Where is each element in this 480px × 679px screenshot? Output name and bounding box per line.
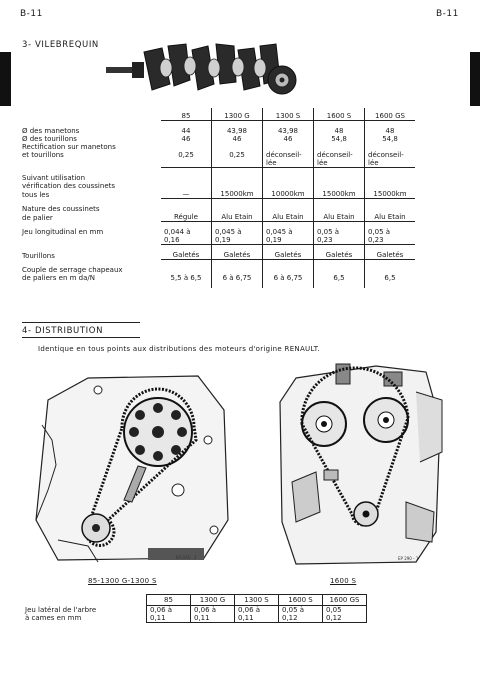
figure-caption-right: 1600 S <box>330 577 357 585</box>
thumb-tab-right <box>470 52 480 106</box>
table-row: Tourillons Galetés Galetés Galetés Galetés Galetés <box>22 251 415 260</box>
spec-header-row <box>22 108 415 121</box>
distribution-intro: Identique en tous points aux distributions des moteurs d'origine RENAULT. <box>38 345 320 353</box>
table-row: de palier Régule Alu Etain Alu Etain Alu Etain Alu Etain <box>22 213 415 222</box>
section-underline <box>22 337 140 338</box>
table-row: et tourillons 0,25 0,25 déconseil- déconseil- déconseil- <box>22 151 415 159</box>
crankshaft-spec-table <box>22 108 415 288</box>
table-row: Couple de serrage chapeaux <box>22 266 415 274</box>
col-header: 1300 S <box>263 108 314 121</box>
timing-drawing-85-1300 <box>28 370 240 570</box>
table-row: 0,16 0,19 0,19 0,23 0,23 <box>22 236 415 245</box>
table-row: Nature des coussinets <box>22 205 415 213</box>
col-header: 1600 GS <box>365 108 416 121</box>
page-number-left: B-11 <box>20 9 43 19</box>
col-header: 1300 G <box>191 595 235 606</box>
figure-caption-left: 85-1300 G-1300 S <box>88 577 157 585</box>
crankshaft-illustration <box>104 40 304 102</box>
table-row: Ø des tourillons 46 46 46 54,8 54,8 <box>22 135 415 143</box>
col-header: 1300 G <box>212 108 263 121</box>
timing-drawing-1600 <box>276 362 446 570</box>
figure-ref-right: EP 290 - 1 <box>398 556 419 561</box>
table-row: vérification des coussinets <box>22 182 415 190</box>
table-row: Ø des manetons 44 43,98 43,98 48 48 <box>22 127 415 135</box>
section-title-vilebrequin: 3- VILEBREQUIN <box>22 40 99 50</box>
table-row: Suivant utilisation <box>22 174 415 182</box>
thumb-tab-left <box>0 52 11 106</box>
camshaft-play-table <box>22 594 367 623</box>
col-header: 1300 S <box>235 595 279 606</box>
col-header: 85 <box>161 108 212 121</box>
page-number-right: B-11 <box>436 9 459 19</box>
section-title-distribution: 4- DISTRIBUTION <box>22 326 104 336</box>
table-row: de paliers en m da/N 5,5 à 6,5 6 à 6,75 6 à 6,75 6,5 6,5 <box>22 274 415 282</box>
col-header: 1600 S <box>314 108 365 121</box>
table-row: lée lée lée <box>22 159 415 168</box>
col-header: 1600 GS <box>323 595 367 606</box>
table-row: tous les — 15000km 10000km 15000km 15000km <box>22 190 415 199</box>
col-header: 1600 S <box>279 595 323 606</box>
col-header: 85 <box>147 595 191 606</box>
figure-ref-left: EP 074 - 3 <box>176 555 197 560</box>
table-row: Rectification sur manetons <box>22 143 415 151</box>
table-row: Jeu latéral de l'arbre à cames en mm 0,06 à 0,11 0,06 à 0,11 0,06 à 0,11 0,05 à 0,12 0,05 0,12 <box>22 606 367 623</box>
table-row: Jeu longitudinal en mm 0,044 à 0,045 à 0,045 à 0,05 à 0,05 à <box>22 228 415 236</box>
play-header-row <box>22 595 367 606</box>
section-rule <box>22 322 140 323</box>
